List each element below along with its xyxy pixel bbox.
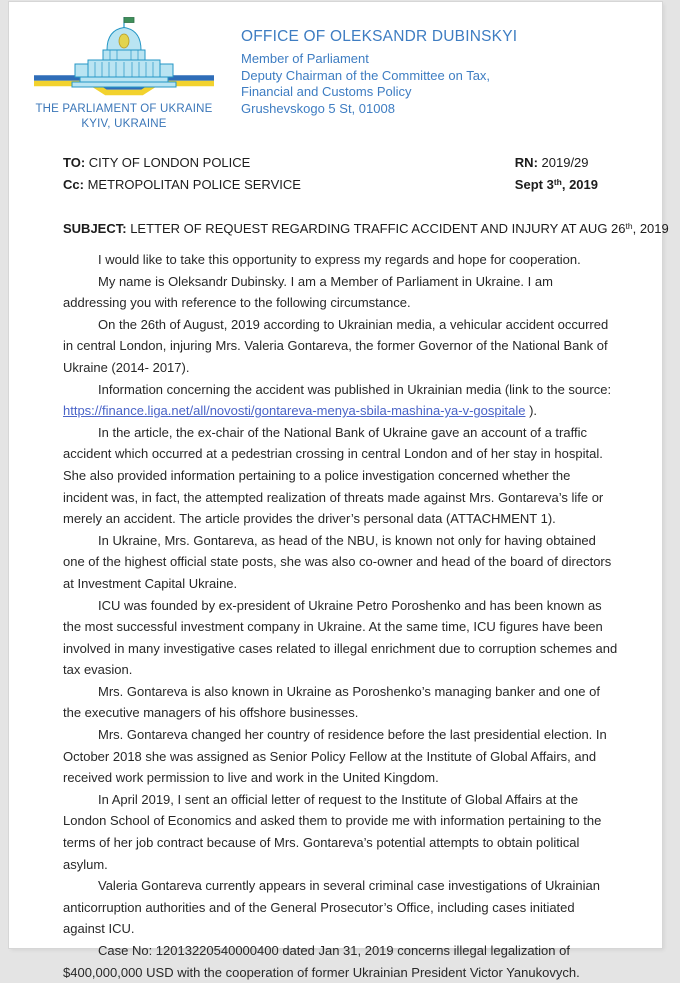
- date-suffix: , 2019: [561, 177, 598, 192]
- paragraph-accident: On the 26th of August, 2019 according to Ukrainian media, a vehicular accident occurred in central London, injuring Mrs. Valeria Gontareva, the former Governor of the National Bank of Ukraine (2014- 2017).: [63, 316, 609, 375]
- link-paragraph-before: Information concerning the accident was published in Ukrainian media (link to the source:: [98, 381, 612, 397]
- paragraph-managing-banker: Mrs. Gontareva is also known in Ukraine as Poroshenko’s managing banker and one of the executive managers of his offshore businesses.: [63, 683, 600, 721]
- office-address-line: Grushevskogo 5 St, 01008: [241, 100, 395, 116]
- subject-suffix: , 2019: [632, 221, 669, 236]
- meta-block: [9, 152, 662, 197]
- to-line: [63, 152, 301, 174]
- paragraph-investigations: Valeria Gontareva currently appears in several criminal case investigations of Ukrainian anticorruption authorities and of the General Prosecutor’s Office, including cases initiated against ICU.: [63, 878, 600, 937]
- rn-label: RN:: [514, 155, 538, 170]
- cc-label: Cc:: [63, 177, 84, 192]
- rn-line: [515, 152, 598, 174]
- paragraph-greeting: I would like to take this opportunity to express my regards and hope for cooperation.: [98, 252, 581, 267]
- parliament-building-icon: [34, 16, 214, 102]
- date-ordinal-suffix: th: [553, 176, 562, 187]
- letter-body: [9, 249, 662, 983]
- parliament-caption-line2: KYIV, UKRAINE: [81, 118, 167, 130]
- subject-text: LETTER OF REQUEST REGARDING TRAFFIC ACCIDENT AND INJURY AT AUG 26: [126, 221, 626, 236]
- rn-value: 2019/29: [537, 155, 589, 170]
- paragraph-article-details: In the article, the ex-chair of the National Bank of Ukraine gave an account of a traffic accident which occurred at a pedestrian crossing in central London and of her stay in hospital. She also provided information pertaining to a police investigation concerned whether the incident was, in fact, the attempted realization of threats made against Mrs. Gontareva’s life or merely an accident. The article provides the driver’s personal data (ATTACHMENT 1).: [63, 424, 604, 527]
- cc-line: [63, 174, 301, 196]
- to-value: CITY OF LONDON POLICE: [85, 155, 251, 170]
- date-prefix: Sept 3: [514, 177, 554, 192]
- date-line: [515, 174, 598, 197]
- letter-page: [9, 2, 669, 980]
- parliament-logo-block: [33, 16, 215, 132]
- office-committee-line1: Deputy Chairman of the Committee on Tax,: [241, 67, 491, 83]
- paragraph-introduction: My name is Oleksandr Dubinsky. I am a Member of Parliament in Ukraine. I am addressing you with reference to the following circumstance.: [63, 273, 553, 311]
- paragraph-lse-request: In April 2019, I sent an official letter of request to the Institute of Global Affairs at the London School of Economics and asked them to provide me with information pertaining to the terms of her job contract because of Mrs. Gontareva’s potential attempts to obtain political asylum.: [63, 791, 602, 872]
- source-article-link[interactable]: https://finance.liga.net/all/novosti/gontareva-menya-sbila-mashina-ya-v-gospitale: [63, 403, 526, 419]
- subject-line: [9, 220, 669, 236]
- paragraph-icu-history: ICU was founded by ex-president of Ukraine Petro Poroshenko and has been known as the most successful investment company in Ukraine. At the same time, ICU figures have been involved in many investigative cases related to illegal enrichment due to corruption schemes and tax evasion.: [63, 597, 618, 678]
- paragraph-case-number: Case No: 12013220540000400 dated Jan 31, 2019 concerns illegal legalization of $400,000,000 USD with the cooperation of former Ukrainian President Victor Yanukovych.: [63, 943, 580, 980]
- paragraph-residence-change: Mrs. Gontareva changed her country of residence before the last presidential election. In October 2018 she was assigned as Senior Policy Fellow at the Institute of Global Affairs, and received work permission to live and work in the United Kingdom.: [63, 727, 607, 786]
- paragraph-nbu-role: In Ukraine, Mrs. Gontareva, as head of the NBU, is known not only for having obtained one of the highest official state posts, she was also co-owner and head of the board of directors at Investment Capital Ukraine.: [63, 532, 612, 591]
- paragraph-source-link: [63, 379, 618, 422]
- to-label: TO:: [63, 155, 86, 170]
- parliament-caption-line1: THE PARLIAMENT OF UKRAINE: [35, 103, 213, 115]
- office-block: [241, 16, 517, 117]
- office-role-line: Member of Parliament: [241, 51, 369, 66]
- addressee-block: [63, 152, 301, 197]
- subject-label: SUBJECT:: [63, 221, 127, 236]
- subject-ordinal-suffix: th: [625, 220, 633, 231]
- office-title: OFFICE OF OLEKSANDR DUBINSKYI: [241, 28, 518, 45]
- reference-block: [515, 152, 598, 197]
- cc-value: METROPOLITAN POLICE SERVICE: [83, 177, 301, 192]
- link-paragraph-after: ).: [525, 403, 538, 419]
- letterhead: [9, 2, 662, 132]
- office-committee-line2: Financial and Customs Policy: [241, 84, 412, 99]
